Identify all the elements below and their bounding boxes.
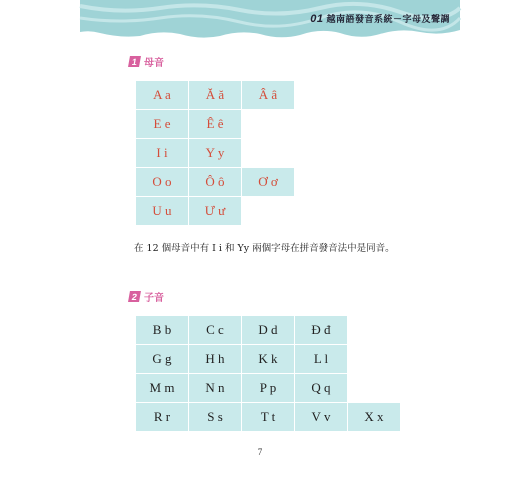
vowel-cell: Ê ê: [189, 110, 242, 139]
chapter-number: 01: [310, 13, 324, 25]
consonant-cell: V v: [295, 403, 348, 432]
vowel-cell: Ơ ơ: [242, 168, 295, 197]
vowel-cell: O o: [136, 168, 189, 197]
consonant-cell: H h: [189, 345, 242, 374]
vowel-cell: Ư ư: [189, 197, 242, 226]
consonant-cell: K k: [242, 345, 295, 374]
chapter-title: [310, 12, 450, 25]
vowel-cell: I i: [136, 139, 189, 168]
vowel-cell: E e: [136, 110, 189, 139]
consonant-cell: M m: [136, 374, 189, 403]
consonant-cell: P p: [242, 374, 295, 403]
consonant-cell: B b: [136, 316, 189, 345]
consonant-cell: Đ đ: [295, 316, 348, 345]
consonant-cell: L l: [295, 345, 348, 374]
section-number-badge: 1: [128, 56, 141, 67]
vowel-cell: U u: [136, 197, 189, 226]
chapter-title-text: 越南語發音系統－字母及聲調: [326, 15, 450, 25]
consonants-heading-label: 子音: [144, 293, 164, 304]
page-number: 7: [257, 447, 263, 457]
vowels-heading-label: 母音: [144, 58, 164, 69]
consonant-cell: N n: [189, 374, 242, 403]
vowel-cell: Ô ô: [189, 168, 242, 197]
consonant-cell: T t: [242, 403, 295, 432]
vowel-cell: Ă ă: [189, 81, 242, 110]
consonant-cell: D d: [242, 316, 295, 345]
vowel-cell: Y y: [189, 139, 242, 168]
section-number-badge: 2: [128, 291, 141, 302]
consonant-cell: Q q: [295, 374, 348, 403]
consonant-cell: X x: [348, 403, 401, 432]
vowel-note: 在 12 個母音中有 I i 和 Yy 兩個字母在拼音發音法中是同音。: [134, 243, 395, 254]
vowel-cell: A a: [136, 81, 189, 110]
consonant-cell: G g: [136, 345, 189, 374]
consonant-cell: S s: [189, 403, 242, 432]
vowels-heading: [129, 54, 164, 69]
consonants-heading: [129, 289, 164, 304]
consonant-cell: R r: [136, 403, 189, 432]
consonant-cell: C c: [189, 316, 242, 345]
vowel-cell: Â â: [242, 81, 295, 110]
